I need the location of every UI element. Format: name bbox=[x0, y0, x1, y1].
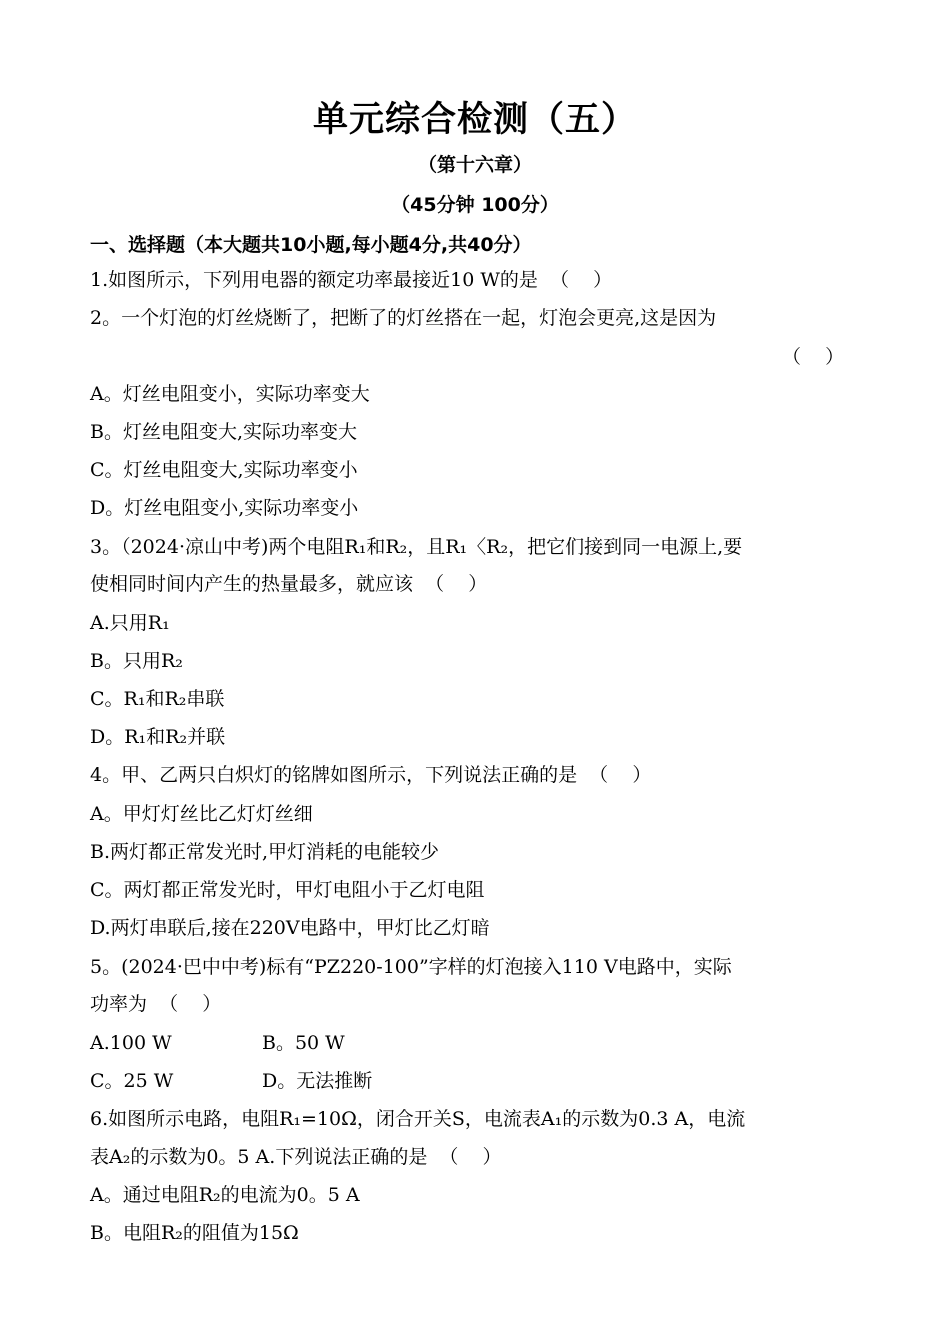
q4-option-d: D.两灯串联后,接在220V电路中，甲灯比乙灯暗 bbox=[90, 917, 490, 939]
q5-option-c: C。25 W bbox=[90, 1070, 174, 1092]
q3-option-d: D。R₁和R₂并联 bbox=[90, 726, 226, 748]
q2-option-b: B。灯丝电阻变大,实际功率变大 bbox=[90, 421, 358, 443]
question-3-line2: 使相同时间内产生的热量最多，就应该 （ ） bbox=[90, 573, 488, 595]
question-5-line1: 5。(2024·巴中中考)标有“PZ220-100”字样的灯泡接入110 V电路中，实际 bbox=[90, 956, 732, 978]
q4-option-a: A。甲灯灯丝比乙灯灯丝细 bbox=[90, 803, 313, 825]
question-2-bracket: （ ） bbox=[782, 346, 845, 368]
q3-option-a: A.只用R₁ bbox=[90, 612, 170, 634]
question-2-stem: 2。一个灯泡的灯丝烧断了，把断了的灯丝搭在一起，灯泡会更亮,这是因为 bbox=[90, 307, 717, 329]
q4-option-c: C。两灯都正常发光时，甲灯电阻小于乙灯电阻 bbox=[90, 879, 485, 901]
q6-option-a: A。通过电阻R₂的电流为0。5 A bbox=[90, 1184, 360, 1206]
q5-option-d: D。无法推断 bbox=[262, 1070, 373, 1092]
question-1: 1.如图所示，下列用电器的额定功率最接近10 W的是 （ ） bbox=[90, 269, 613, 291]
question-5-line2: 功率为 （ ） bbox=[90, 993, 222, 1015]
q5-option-a: A.100 W bbox=[90, 1032, 172, 1054]
q2-option-c: C。灯丝电阻变大,实际功率变小 bbox=[90, 459, 358, 481]
q2-option-a: A。灯丝电阻变小，实际功率变大 bbox=[90, 383, 370, 405]
question-4-stem: 4。甲、乙两只白炽灯的铭牌如图所示，下列说法正确的是 （ ） bbox=[90, 764, 652, 786]
time-score-subtitle: （45分钟 100分） bbox=[391, 194, 559, 216]
section-heading: 一、选择题（本大题共10小题,每小题4分,共40分） bbox=[90, 234, 532, 256]
page-title: 单元综合检测（五） bbox=[312, 100, 637, 140]
q6-option-b: B。电阻R₂的阻值为15Ω bbox=[90, 1222, 299, 1244]
q3-option-b: B。只用R₂ bbox=[90, 650, 183, 672]
q5-option-b: B。50 W bbox=[262, 1032, 345, 1054]
question-3-line1: 3。（2024·凉山中考)两个电阻R₁和R₂，且R₁〈R₂，把它们接到同一电源上,要 bbox=[90, 536, 743, 558]
q4-option-b: B.两灯都正常发光时,甲灯消耗的电能较少 bbox=[90, 841, 440, 863]
q3-option-c: C。R₁和R₂串联 bbox=[90, 688, 225, 710]
question-6-line1: 6.如图所示电路，电阻R₁=10Ω，闭合开关S，电流表A₁的示数为0.3 A，电流 bbox=[90, 1108, 746, 1130]
question-6-line2: 表A₂的示数为0。5 A.下列说法正确的是 （ ） bbox=[90, 1146, 502, 1168]
chapter-subtitle: （第十六章） bbox=[417, 154, 532, 176]
q2-option-d: D。灯丝电阻变小,实际功率变小 bbox=[90, 497, 359, 519]
